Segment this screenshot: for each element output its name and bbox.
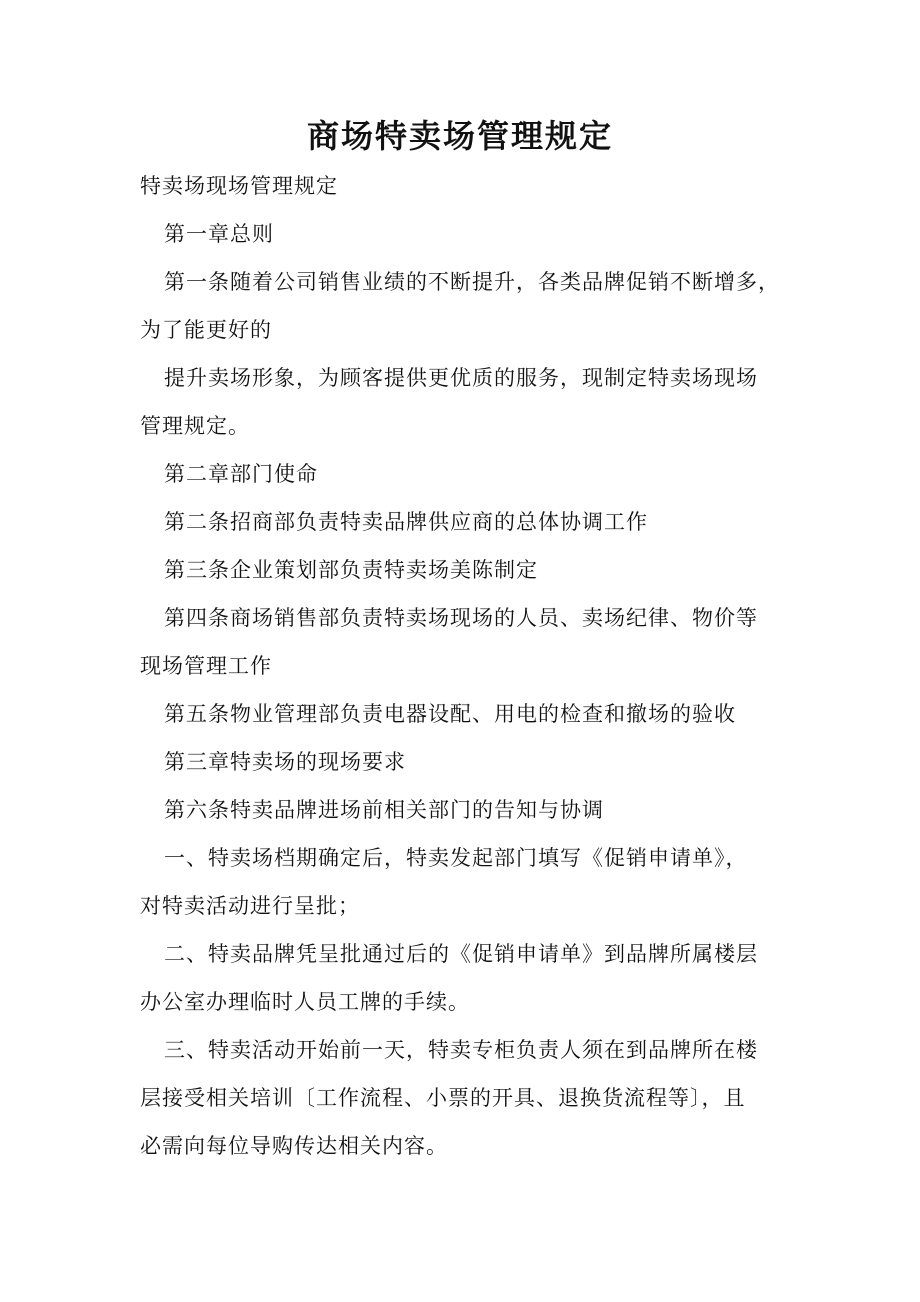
article-line: 管理规定。 xyxy=(140,414,250,438)
chapter-heading: 第三章特卖场的现场要求 xyxy=(164,750,406,774)
list-item: 三、特卖活动开始前一天，特卖专柜负责人须在到品牌所在楼 xyxy=(164,1038,758,1062)
article-line: 现场管理工作 xyxy=(140,654,272,678)
article-line: 第四条商场销售部负责特卖场现场的人员、卖场纪律、物价等 xyxy=(164,606,758,630)
article-line: 第六条特卖品牌进场前相关部门的告知与协调 xyxy=(164,798,604,822)
article-line: 为了能更好的 xyxy=(140,318,272,342)
list-item: 二、特卖品牌凭呈批通过后的《促销申请单》到品牌所属楼层 xyxy=(164,942,758,966)
text-line: 特卖场现场管理规定 xyxy=(140,174,338,198)
document-title: 商场特卖场管理规定 xyxy=(306,117,613,155)
article-line: 第二条招商部负责特卖品牌供应商的总体协调工作 xyxy=(164,510,648,534)
article-line: 第一条随着公司销售业绩的不断提升，各类品牌促销不断增多， xyxy=(164,270,780,294)
chapter-heading: 第一章总则 xyxy=(164,222,274,246)
list-item: 办公室办理临时人员工牌的手续。 xyxy=(140,990,470,1014)
list-item: 必需向每位导购传达相关内容。 xyxy=(140,1134,448,1158)
list-item: 层接受相关培训〔工作流程、小票的开具、退换货流程等〕，且 xyxy=(140,1086,746,1110)
list-item: 一、特卖场档期确定后，特卖发起部门填写《促销申请单》， xyxy=(164,846,748,870)
article-line: 提升卖场形象，为顾客提供更优质的服务，现制定特卖场现场 xyxy=(164,366,758,390)
article-line: 第五条物业管理部负责电器设配、用电的检查和撤场的验收 xyxy=(164,702,736,726)
article-line: 第三条企业策划部负责特卖场美陈制定 xyxy=(164,558,538,582)
list-item: 对特卖活动进行呈批； xyxy=(140,894,360,918)
chapter-heading: 第二章部门使命 xyxy=(164,462,318,486)
document-body xyxy=(140,162,796,1170)
